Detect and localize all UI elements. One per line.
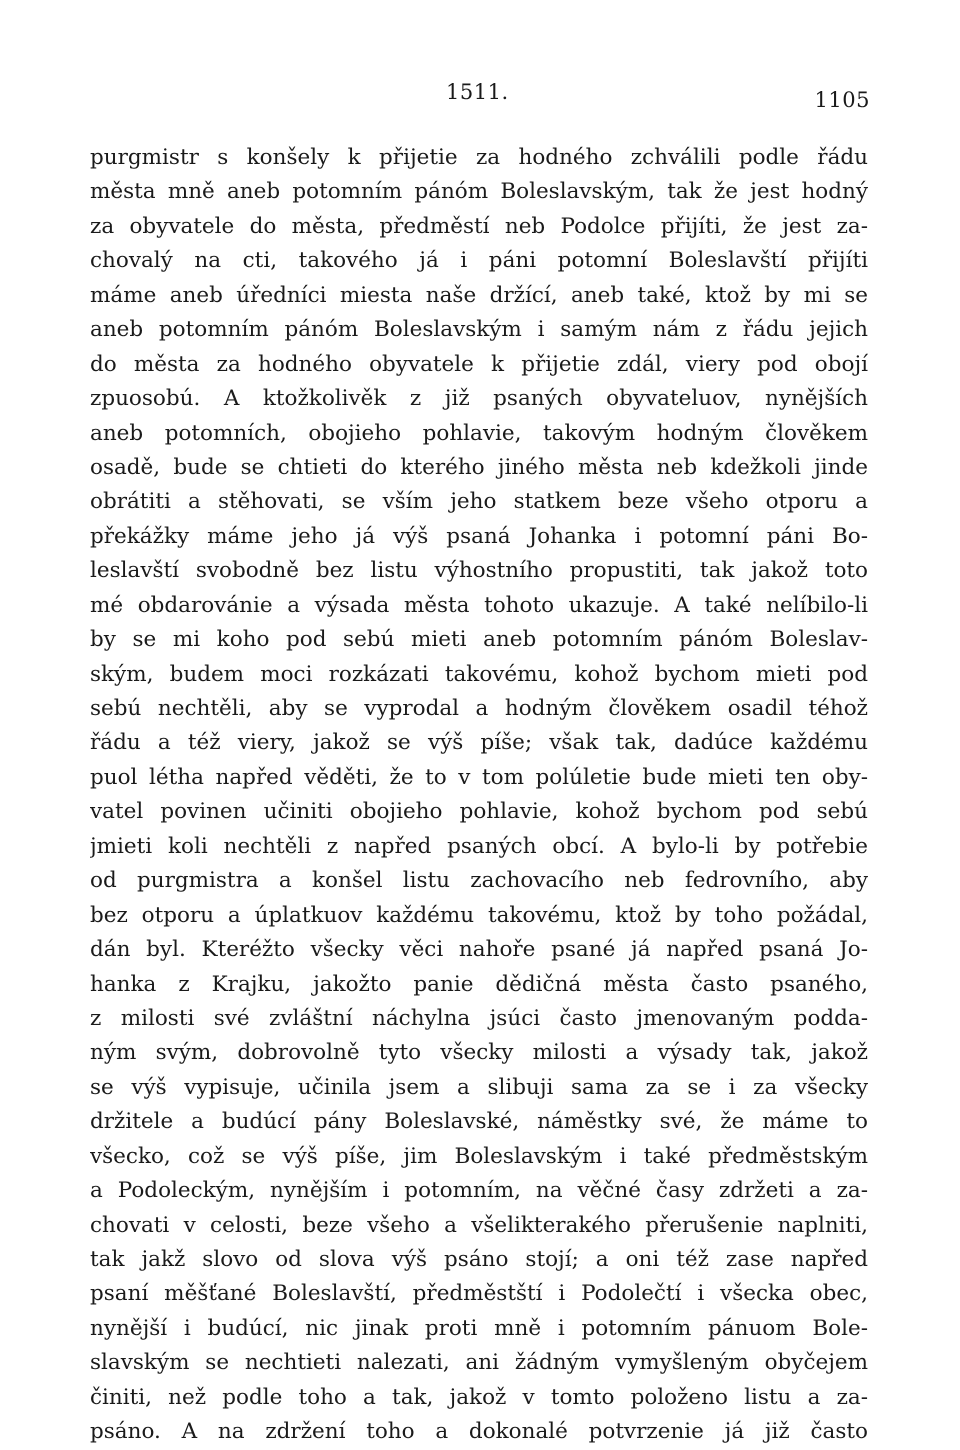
text-line: sebú nechtěli, aby se vyprodal a hodným člověkem osadil téhož bbox=[90, 696, 868, 721]
text-line: chovati v celosti, beze všeho a všelikterakého přerušenie naplniti, bbox=[90, 1212, 868, 1238]
text-line: jmieti koli nechtěli z napřed psaných obcí. A bylo-li by potřebie bbox=[90, 833, 868, 859]
text-line: a Podoleckým, nynějším i potomním, na věčné časy zdržeti a za- bbox=[90, 1178, 868, 1204]
text-line: držitele a budúcí pány Boleslavské, náměstky své, že máme to bbox=[90, 1109, 868, 1135]
text-line: chovalý na cti, takového já i páni potomní Boleslavští přijíti bbox=[90, 248, 868, 274]
text-line: máme aneb úředníci miesta naše držící, aneb také, ktož by mi se bbox=[90, 282, 868, 308]
page-header bbox=[0, 80, 960, 110]
text-line: zpuosobú. A ktožkolivěk z již psaných obyvateluov, nynějších bbox=[90, 386, 868, 412]
text-line: aneb potomním pánóm Boleslavským i samým nám z řádu jejich bbox=[90, 317, 868, 343]
text-line: všecko, což se výš píše, jim Boleslavským i také předměstským bbox=[90, 1143, 868, 1169]
text-line: řádu a též viery, jakož se výš píše; však tak, dadúce každému bbox=[90, 730, 868, 756]
page-number: 1105 bbox=[814, 88, 870, 112]
text-line: z milosti své zvláštní náchylna jsúci často jmenovaným podda- bbox=[90, 1005, 868, 1031]
text-line: by se mi koho pod sebú mieti aneb potomním pánóm Boleslav- bbox=[90, 627, 868, 653]
text-line: ským, budem moci rozkázati takovému, kohož bychom mieti pod bbox=[90, 661, 868, 687]
text-line: hanka z Krajku, jakožto panie dědičná města často psaného, bbox=[90, 971, 868, 997]
text-line: bez otporu a úplatkuov každému takovému, ktož by toho požádal, bbox=[90, 902, 868, 928]
text-line: dán byl. Kteréžto všecky věci nahoře psané já napřed psaná Jo- bbox=[90, 937, 868, 963]
text-line: do města za hodného obyvatele k přijetie zdál, viery pod obojí bbox=[90, 351, 868, 377]
text-line: purgmistr s konšely k přijetie za hodného zchválili podle řádu bbox=[90, 145, 868, 170]
text-line: obrátiti a stěhovati, se vším jeho statkem beze všeho otporu a bbox=[90, 489, 868, 515]
text-line: slavským se nechtieti nalezati, ani žádným vymyšleným obyčejem bbox=[90, 1350, 868, 1376]
text-line: ným svým, dobrovolně tyto všecky milosti a výsady tak, jakož bbox=[90, 1040, 868, 1066]
body-text bbox=[90, 141, 868, 1450]
text-line: leslavští svobodně bez listu výhostního propustiti, tak jakož toto bbox=[90, 558, 868, 584]
text-line: mé obdarovánie a výsada města tohoto ukazuje. A také nelíbilo-li bbox=[90, 592, 868, 618]
text-line: činiti, než podle toho a tak, jakož v tomto položeno listu a za- bbox=[90, 1384, 868, 1410]
text-line: aneb potomních, obojieho pohlavie, takovým hodným člověkem bbox=[90, 420, 868, 446]
text-line: vatel povinen učiniti obojieho pohlavie, kohož bychom pod sebú bbox=[90, 799, 868, 825]
text-line: tak jakž slovo od slova výš psáno stojí; a oni též zase napřed bbox=[90, 1247, 868, 1272]
text-line: psáno. A na zdržení toho a dokonalé potvrzenie já již často bbox=[90, 1419, 868, 1445]
text-line: za obyvatele do města, předměstí neb Podolce přijíti, že jest za- bbox=[90, 213, 868, 239]
text-line: od purgmistra a konšel listu zachovacího neb fedrovního, aby bbox=[90, 868, 868, 894]
text-line: města mně aneb potomním pánóm Boleslavským, tak že jest hodný bbox=[90, 179, 868, 205]
text-line: puol létha napřed věděti, že to v tom polúletie bude mieti ten oby- bbox=[90, 764, 868, 790]
text-line: nynější i budúcí, nic jinak proti mně i potomním pánuom Bole- bbox=[90, 1315, 868, 1341]
text-line: překážky máme jeho já výš psaná Johanka i potomní páni Bo- bbox=[90, 523, 868, 549]
text-line: se výš vypisuje, učinila jsem a slibuji sama za se i za všecky bbox=[90, 1074, 868, 1100]
text-line: psaní měšťané Boleslavští, předměstští i Podolečtí i všecka obec, bbox=[90, 1281, 868, 1307]
header-year: 1511. bbox=[446, 80, 509, 104]
text-line: osadě, bude se chtieti do kterého jiného města neb kdežkoli jinde bbox=[90, 454, 868, 480]
